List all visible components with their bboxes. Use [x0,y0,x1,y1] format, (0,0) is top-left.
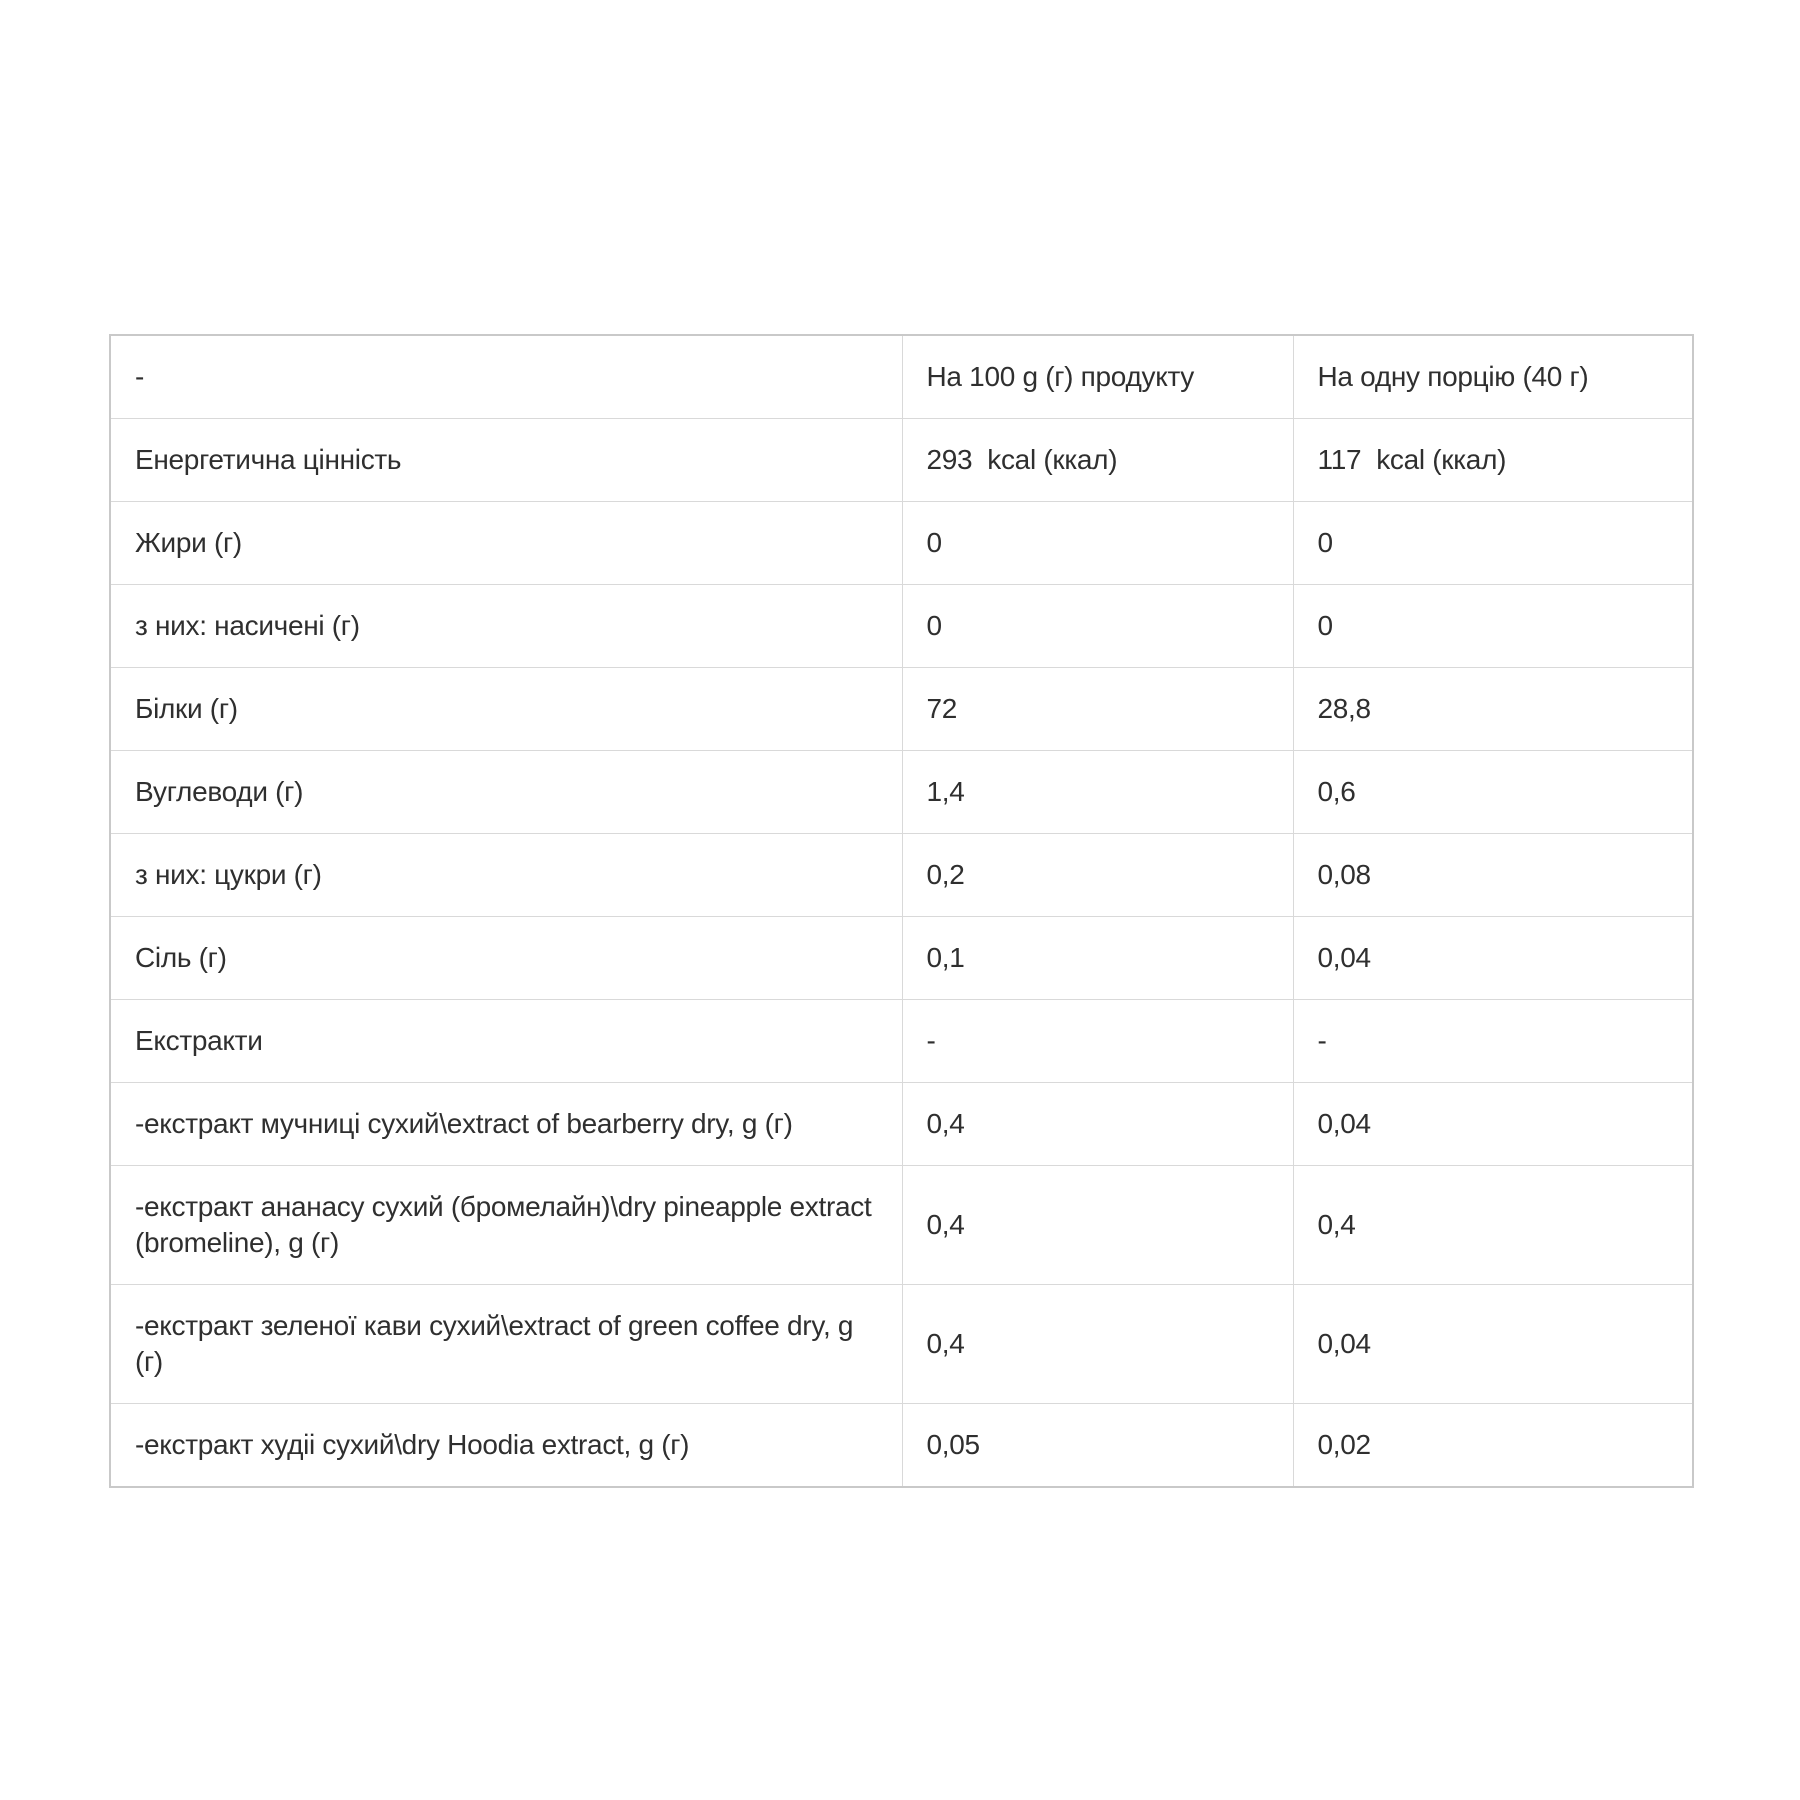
row-label: Жири (г) [110,502,902,585]
row-label: -екстракт зеленої кави сухий\extract of green coffee dry, g (г) [110,1285,902,1404]
table-row [110,834,1693,917]
nutrition-table-header [110,335,1693,419]
value-per-100g: - [902,1000,1293,1083]
row-label: з них: цукри (г) [110,834,902,917]
value-per-100g: 0,2 [902,834,1293,917]
value-per-serving: 117 kcal (ккал) [1293,419,1693,502]
table-row [110,668,1693,751]
row-label: Енергетична цінність [110,419,902,502]
nutrition-table [109,334,1694,1488]
value-per-100g: 0,4 [902,1166,1293,1285]
value-per-serving: 0,04 [1293,1083,1693,1166]
nutrition-table-body [110,419,1693,1488]
row-label: -екстракт худіі сухий\dry Hoodia extract, g (г) [110,1404,902,1488]
column-header-item: - [110,335,902,419]
value-per-100g: 0,4 [902,1285,1293,1404]
table-row [110,502,1693,585]
value-per-serving: 0,4 [1293,1166,1693,1285]
value-per-100g: 0 [902,502,1293,585]
row-label: Вуглеводи (г) [110,751,902,834]
table-row [110,1083,1693,1166]
row-label: Білки (г) [110,668,902,751]
value-per-serving: 0,6 [1293,751,1693,834]
value-per-100g: 0,1 [902,917,1293,1000]
row-label: -екстракт мучниці сухий\extract of bearberry dry, g (г) [110,1083,902,1166]
value-per-serving: 0,04 [1293,917,1693,1000]
table-row [110,1000,1693,1083]
table-row [110,1166,1693,1285]
table-row [110,917,1693,1000]
value-per-serving: 0 [1293,502,1693,585]
column-header-per-serving: На одну порцію (40 г) [1293,335,1693,419]
table-row [110,585,1693,668]
value-per-100g: 0 [902,585,1293,668]
table-row [110,419,1693,502]
value-per-serving: 0,04 [1293,1285,1693,1404]
value-per-100g: 0,4 [902,1083,1293,1166]
value-per-serving: 0 [1293,585,1693,668]
row-label: -екстракт ананасу сухий (бромелайн)\dry pineapple extract (bromeline), g (г) [110,1166,902,1285]
table-row [110,1404,1693,1488]
value-per-100g: 72 [902,668,1293,751]
table-row [110,751,1693,834]
row-label: Екстракти [110,1000,902,1083]
value-per-serving: 28,8 [1293,668,1693,751]
table-row [110,1285,1693,1404]
value-per-100g: 1,4 [902,751,1293,834]
table-header-row [110,335,1693,419]
value-per-100g: 0,05 [902,1404,1293,1488]
row-label: Сіль (г) [110,917,902,1000]
value-per-serving: - [1293,1000,1693,1083]
value-per-serving: 0,02 [1293,1404,1693,1488]
column-header-per-100g: На 100 g (г) продукту [902,335,1293,419]
row-label: з них: насичені (г) [110,585,902,668]
value-per-100g: 293 kcal (ккал) [902,419,1293,502]
value-per-serving: 0,08 [1293,834,1693,917]
